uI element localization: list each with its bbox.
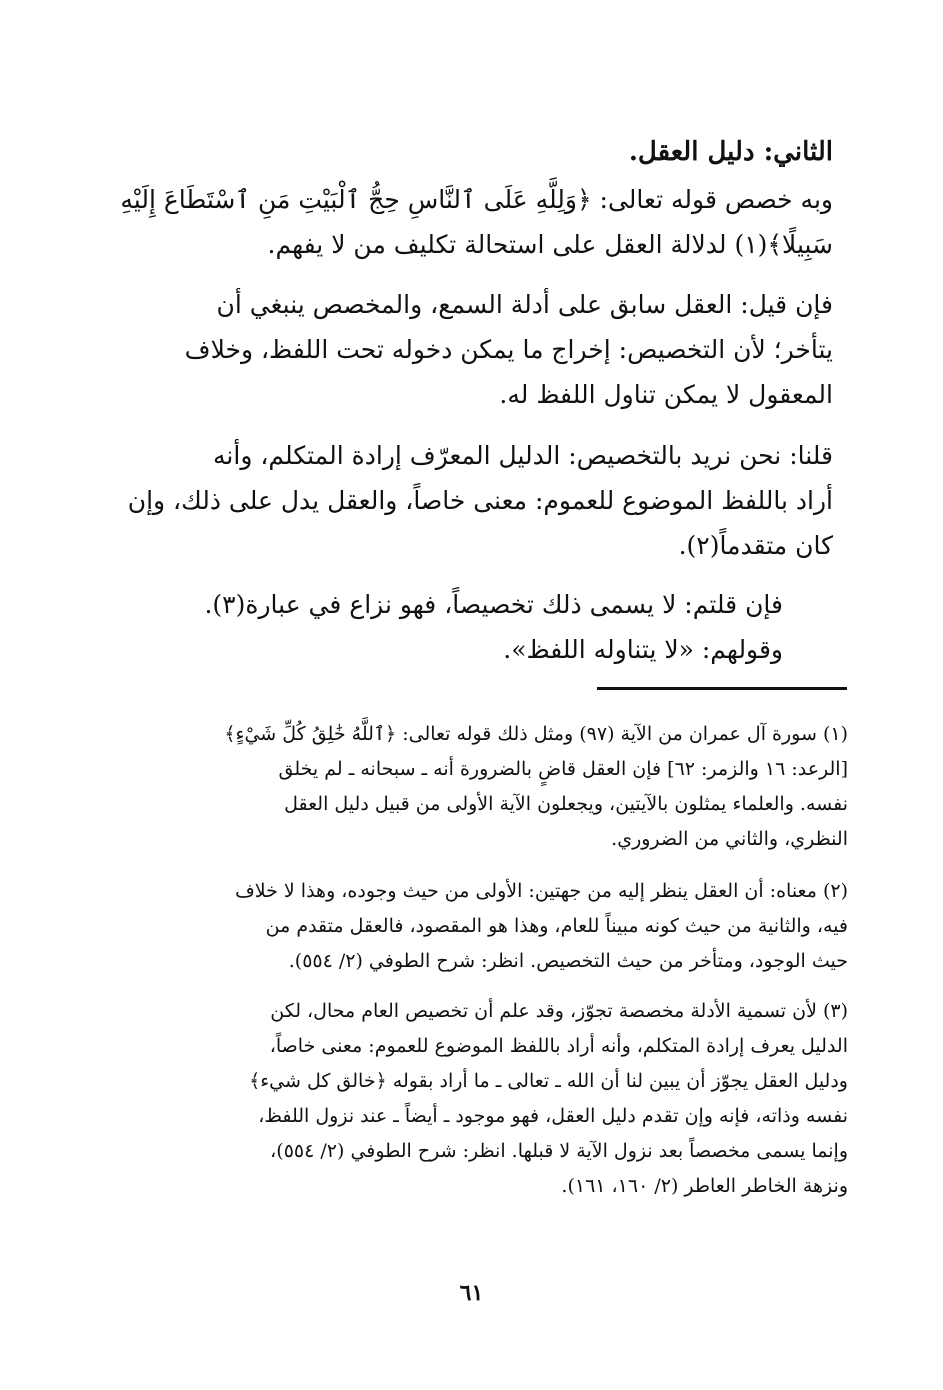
body-line: سَبِيلًا﴾(١) لدلالة العقل على استحالة تكليف من لا يفهم. xyxy=(267,230,833,259)
footnote-separator xyxy=(597,687,847,690)
footnote-line: (١) سورة آل عمران من الآية (٩٧) ومثل ذلك قوله تعالى: ﴿ٱللَّهُ خَٰلِقُ كُلِّ شَيْءٍ﴾ xyxy=(224,723,848,745)
body-line: المعقول لا يمكن تناول اللفظ له. xyxy=(499,380,833,409)
body-line: فإن قلتم: لا يسمى ذلك تخصيصاً، فهو نزاع في عبارة(٣). xyxy=(204,590,783,619)
footnote-line: النظري، والثاني من الضروري. xyxy=(611,828,848,850)
body-line: فإن قيل: العقل سابق على أدلة السمع، والمخصص ينبغي أن xyxy=(216,290,833,319)
footnote-line: ونزهة الخاطر العاطر (٢/ ١٦٠، ١٦١). xyxy=(561,1175,848,1197)
body-line: وبه خصص قوله تعالى: ﴿وَلِلَّهِ عَلَى ٱلنَّاسِ حِجُّ ٱلْبَيْتِ مَنِ ٱسْتَطَاعَ إِلَيْهِ xyxy=(120,185,833,214)
footnote-line: نفسه وذاته، فإنه وإن تقدم دليل العقل، فهو موجود ـ أيضاً ـ عند نزول اللفظ، xyxy=(258,1105,848,1127)
footnote-line: فيه، والثانية من حيث كونه مبيناً للعام، وهذا هو المقصود، فالعقل متقدم من xyxy=(265,915,848,937)
footnote-line: نفسه. والعلماء يمثلون بالآيتين، ويجعلون الآية الأولى من قبيل دليل العقل xyxy=(284,793,848,815)
body-line: قلنا: نحن نريد بالتخصيص: الدليل المعرّف إرادة المتكلم، وأنه xyxy=(213,441,833,470)
footnote-line: وإنما يسمى مخصصاً بعد نزول الآية لا قبلها. انظر: شرح الطوفي (٢/ ٥٥٤)، xyxy=(270,1140,848,1162)
body-line: أراد باللفظ الموضوع للعموم: معنى خاصاً، والعقل يدل على ذلك، وإن xyxy=(127,486,833,515)
page-number: ٦١ xyxy=(459,1280,484,1306)
footnote-line: (٢) معناه: أن العقل ينظر إليه من جهتين: الأولى من حيث وجوده، وهذا لا خلاف xyxy=(235,880,848,902)
footnote-line: (٣) لأن تسمية الأدلة مخصصة تجوّز، وقد علم أن تخصيص العام محال، لكن xyxy=(270,1000,848,1022)
body-line: وقولهم: «لا يتناوله اللفظ». xyxy=(503,635,783,664)
footnote-line: الدليل يعرف إرادة المتكلم، وأنه أراد باللفظ الموضوع للعموم: معنى خاصاً، xyxy=(269,1035,848,1057)
body-line: كان متقدماً(٢). xyxy=(678,531,833,560)
body-line: يتأخر؛ لأن التخصيص: إخراج ما يمكن دخوله تحت اللفظ، وخلاف xyxy=(184,335,833,364)
footnote-line: حيث الوجود، ومتأخر من حيث التخصيص. انظر: شرح الطوفي (٢/ ٥٥٤). xyxy=(288,950,848,972)
footnote-line: [الرعد: ١٦ والزمر: ٦٢] فإن العقل قاضٍ بالضرورة أنه ـ سبحانه ـ لم يخلق xyxy=(278,758,848,780)
footnote-line: ودليل العقل يجوّز أن يبين لنا أن الله ـ تعالى ـ ما أراد بقوله ﴿خالق كل شيء﴾ xyxy=(249,1070,848,1092)
section-heading: الثاني: دليل العقل. xyxy=(628,137,833,167)
